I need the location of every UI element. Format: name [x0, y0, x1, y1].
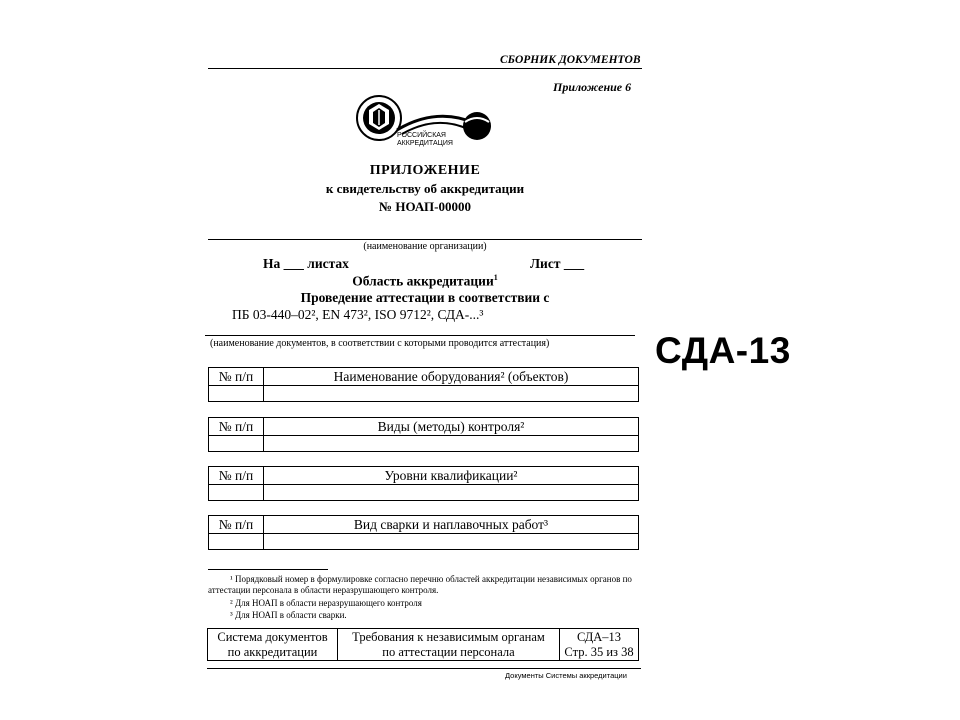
scope-caption: (наименование документов, в соответствии с которыми проводится аттестация) [210, 338, 550, 349]
doc-subtitle: к свидетельству об аккредитации [325, 181, 525, 196]
cell-empty [264, 436, 638, 451]
sig-code [560, 629, 638, 660]
side-label: СДА-13 [655, 330, 791, 371]
footnote-1: ¹ Порядковый номер в формулировке согласно перечню областей аккредитации независимых органов по аттестации персонала в области неразрушающего контроля. [208, 574, 632, 595]
logo-emblem-icon [352, 94, 502, 154]
col-welding: Вид сварки и наплавочных работ³ [353, 517, 549, 532]
sig-page-line: Стр. 35 из 38 [564, 645, 634, 659]
accreditation-logo [352, 94, 502, 154]
sig-req-line2: по аттестации персонала [382, 645, 515, 659]
cell-empty [209, 485, 264, 500]
scope-title: Область аккредитации$^1$ [352, 273, 498, 289]
cell-empty [209, 436, 264, 451]
sheets-count: На ___ листах [263, 256, 349, 271]
col-number: № п/п [209, 418, 264, 435]
sig-code-line1: СДА–13 [576, 630, 622, 644]
sig-system [208, 629, 338, 660]
cell-empty [264, 485, 638, 500]
col-number: № п/п [209, 368, 264, 385]
sig-system-line2: по аккредитации [227, 645, 318, 659]
scope-line1: Проведение аттестации в соответствии с [300, 290, 550, 305]
logo-text-line1: РОССИЙСКАЯ [397, 132, 446, 139]
cell-empty [264, 534, 638, 549]
org-line [208, 239, 642, 240]
cell-empty [209, 386, 264, 401]
footnote-rule [208, 569, 328, 570]
doc-number: № НОАП-00000 [379, 199, 471, 214]
scope-line2: ПБ 03-440–02², EN 473², ISO 9712², СДА-...³ [232, 307, 484, 322]
bottom-note: Документы Системы аккредитации [505, 671, 627, 680]
methods-table [208, 417, 639, 452]
col-number: № п/п [209, 467, 264, 484]
sig-req-line1: Требования к независимым органам [352, 630, 545, 644]
scope-rule [205, 335, 635, 336]
col-equipment: Наименование оборудования² (объектов) [333, 369, 569, 384]
col-levels: Уровни квалификации² [384, 468, 518, 483]
footnote-3: ³ Для НОАП в области сварки. [230, 610, 347, 620]
col-methods: Виды (методы) контроля² [377, 419, 525, 434]
levels-table [208, 466, 639, 501]
collection-header: СБОРНИК ДОКУМЕНТОВ [500, 54, 641, 66]
header-rule [208, 68, 642, 69]
sig-requirements [338, 629, 560, 660]
doc-title: ПРИЛОЖЕНИЕ [369, 163, 481, 178]
cell-empty [209, 534, 264, 549]
cell-empty [264, 386, 638, 401]
org-caption: (наименование организации) [363, 241, 487, 252]
bottom-rule [207, 668, 641, 669]
footnote-2: ² Для НОАП в области неразрушающего контроля [230, 598, 422, 608]
document-signature-block [207, 628, 639, 661]
equipment-table [208, 367, 639, 402]
col-number: № п/п [209, 516, 264, 533]
sheet-number: Лист ___ [530, 256, 585, 271]
sig-system-line1: Система документов [217, 630, 328, 644]
logo-text-line2: АККРЕДИТАЦИЯ [397, 140, 453, 147]
appendix-label: Приложение 6 [553, 80, 632, 94]
welding-table [208, 515, 639, 550]
